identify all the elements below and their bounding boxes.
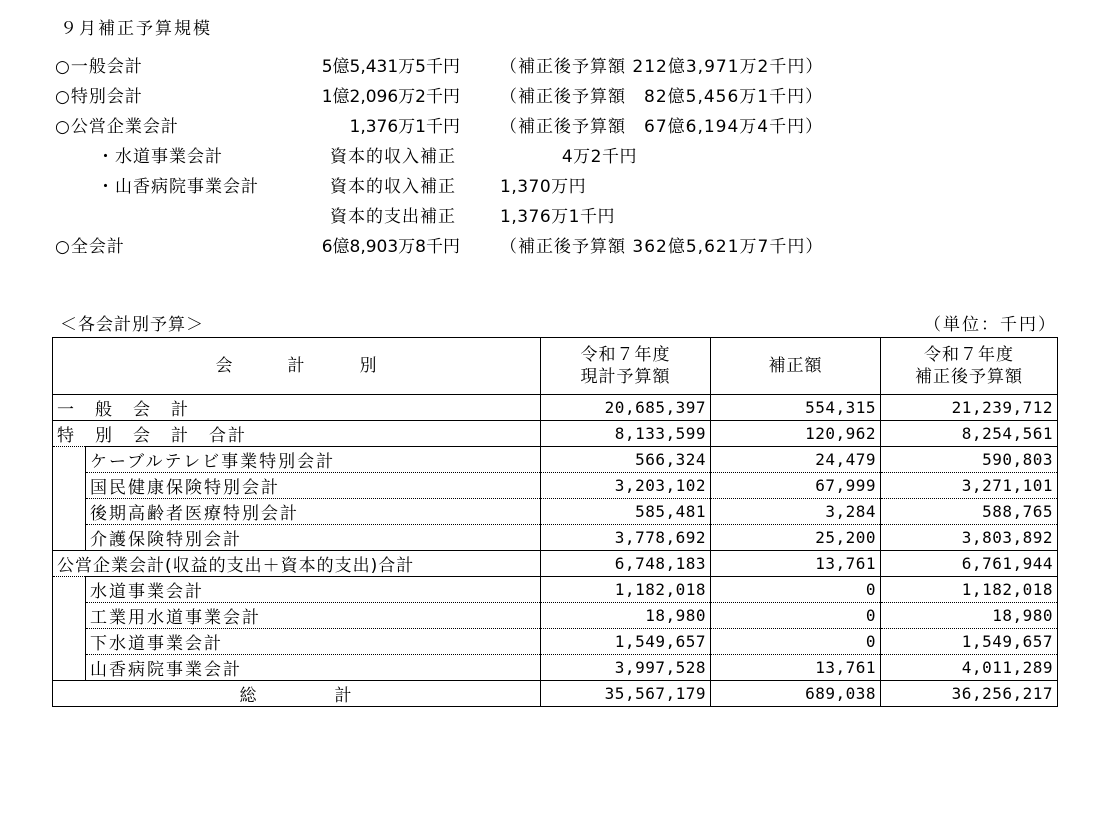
summary-kind: 資本的収入補正 — [330, 177, 456, 197]
row-name: 下水道事業会計 — [86, 629, 541, 655]
table-row — [53, 629, 1058, 655]
row-correction: 0 — [711, 629, 881, 655]
summary-label: ○公営企業会計 — [55, 117, 179, 137]
row-after: 8,254,561 — [881, 421, 1058, 447]
row-correction: 67,999 — [711, 473, 881, 499]
row-name: ケーブルテレビ事業特別会計 — [86, 447, 541, 473]
table-row-special — [53, 421, 1058, 447]
summary-note: （補正後予算額 82億5,456万1千円） — [500, 87, 824, 107]
header-correction: 補正額 — [711, 338, 881, 395]
row-correction: 689,038 — [711, 681, 881, 707]
summary-note: （補正後予算額 212億3,971万2千円） — [500, 57, 824, 77]
summary-amount: 5億5,431万5千円 — [321, 57, 460, 77]
summary-kind-amount: 1,370万円 — [500, 177, 587, 197]
table-header-row — [53, 338, 1058, 395]
summary-kind: 資本的収入補正 — [330, 147, 456, 167]
row-name: 国民健康保険特別会計 — [86, 473, 541, 499]
row-name: 公営企業会計(収益的支出＋資本的支出)合計 — [53, 551, 541, 577]
row-name: 後期高齢者医療特別会計 — [86, 499, 541, 525]
budget-table — [52, 337, 1058, 707]
row-name: 一 般 会 計 — [53, 395, 541, 421]
row-after: 36,256,217 — [881, 681, 1058, 707]
summary-note: （補正後予算額 362億5,621万7千円） — [500, 237, 824, 257]
table-row — [53, 499, 1058, 525]
table-row-general — [53, 395, 1058, 421]
row-current: 35,567,179 — [541, 681, 711, 707]
row-correction: 13,761 — [711, 551, 881, 577]
table-row — [53, 655, 1058, 681]
row-correction: 25,200 — [711, 525, 881, 551]
table-row — [53, 473, 1058, 499]
row-current: 566,324 — [541, 447, 711, 473]
row-after: 3,271,101 — [881, 473, 1058, 499]
row-after: 588,765 — [881, 499, 1058, 525]
row-after: 590,803 — [881, 447, 1058, 473]
row-current: 3,203,102 — [541, 473, 711, 499]
row-after: 4,011,289 — [881, 655, 1058, 681]
row-current: 18,980 — [541, 603, 711, 629]
summary-label: ・山香病院事業会計 — [97, 177, 259, 197]
row-after: 3,803,892 — [881, 525, 1058, 551]
header-current — [541, 338, 711, 395]
row-correction: 554,315 — [711, 395, 881, 421]
indent-spacer — [53, 577, 86, 681]
table-row-public — [53, 551, 1058, 577]
row-current: 6,748,183 — [541, 551, 711, 577]
row-correction: 0 — [711, 577, 881, 603]
table-row — [53, 447, 1058, 473]
row-after: 1,549,657 — [881, 629, 1058, 655]
row-current: 1,549,657 — [541, 629, 711, 655]
table-caption: ＜各会計別予算＞ — [60, 315, 204, 335]
summary-note: （補正後予算額 67億6,194万4千円） — [500, 117, 824, 137]
header-after-line1: 令和７年度 — [924, 345, 1014, 365]
row-correction: 24,479 — [711, 447, 881, 473]
row-name: 介護保険特別会計 — [86, 525, 541, 551]
header-after-line2: 補正後予算額 — [915, 367, 1023, 387]
row-name: 山香病院事業会計 — [86, 655, 541, 681]
row-current: 1,182,018 — [541, 577, 711, 603]
table-row-total — [53, 681, 1058, 707]
summary-label: ○特別会計 — [55, 87, 143, 107]
summary-amount: 1,376万1千円 — [349, 117, 460, 137]
row-current: 3,997,528 — [541, 655, 711, 681]
row-correction: 13,761 — [711, 655, 881, 681]
header-after — [881, 338, 1058, 395]
row-name: 水道事業会計 — [86, 577, 541, 603]
summary-label: ○全会計 — [55, 237, 125, 257]
indent-spacer — [53, 447, 86, 551]
summary-amount: 1億2,096万2千円 — [321, 87, 460, 107]
header-current-line1: 令和７年度 — [580, 345, 671, 365]
table-row — [53, 603, 1058, 629]
row-current: 3,778,692 — [541, 525, 711, 551]
row-current: 8,133,599 — [541, 421, 711, 447]
summary-kind: 資本的支出補正 — [330, 207, 456, 227]
row-current: 20,685,397 — [541, 395, 711, 421]
unit-label: （単位：千円） — [924, 315, 1057, 335]
row-correction: 3,284 — [711, 499, 881, 525]
row-after: 1,182,018 — [881, 577, 1058, 603]
row-after: 21,239,712 — [881, 395, 1058, 421]
table-row — [53, 577, 1058, 603]
row-correction: 120,962 — [711, 421, 881, 447]
page-title: ９月補正予算規模 — [60, 19, 212, 39]
row-after: 18,980 — [881, 603, 1058, 629]
summary-label: ○一般会計 — [55, 57, 143, 77]
row-name: 総 計 — [53, 681, 541, 707]
row-name: 特 別 会 計 合計 — [53, 421, 541, 447]
row-correction: 0 — [711, 603, 881, 629]
row-name: 工業用水道事業会計 — [86, 603, 541, 629]
header-account: 会 計 別 — [53, 338, 541, 395]
table-row — [53, 525, 1058, 551]
summary-amount: 6億8,903万8千円 — [321, 237, 460, 257]
summary-label: ・水道事業会計 — [97, 147, 223, 167]
row-after: 6,761,944 — [881, 551, 1058, 577]
summary-kind-amount: 1,376万1千円 — [500, 207, 615, 227]
row-current: 585,481 — [541, 499, 711, 525]
header-current-line2: 現計予算額 — [580, 367, 671, 387]
summary-kind-amount: 4万2千円 — [561, 147, 637, 167]
